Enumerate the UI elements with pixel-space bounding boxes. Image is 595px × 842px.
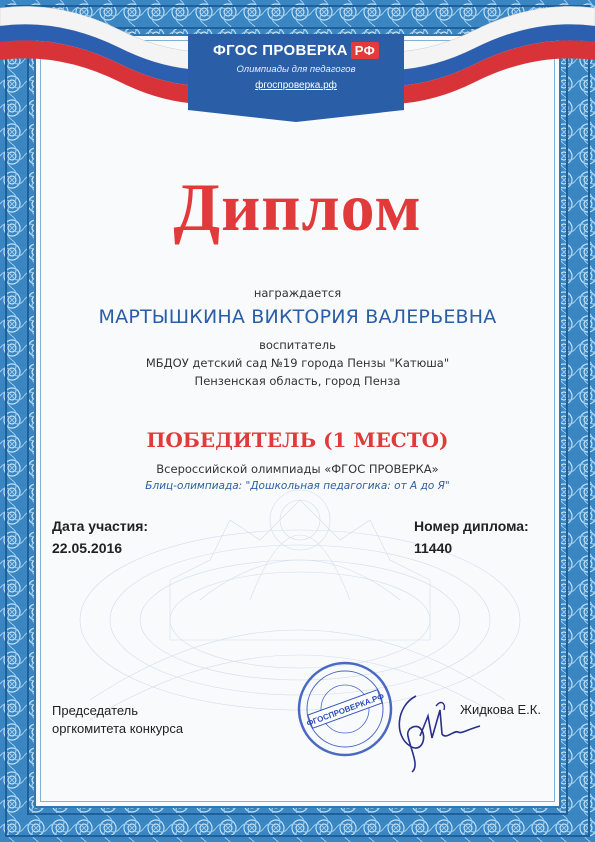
handwritten-signature [376, 676, 486, 776]
chair-line-1: Председатель [52, 703, 139, 718]
place-heading: ПОБЕДИТЕЛЬ (1 МЕСТО) [146, 428, 449, 452]
recipient-name: МАРТЫШКИНА ВИКТОРИЯ ВАЛЕРЬЕВНА [98, 306, 497, 328]
brand-name: ФГОС ПРОВЕРКА [213, 42, 348, 59]
chair-line-2: оргкомитета конкурса [52, 721, 184, 736]
russian-flag-right [395, 0, 595, 110]
brand-logo [188, 42, 404, 59]
stamp-center-text: ФГОСПРОВЕРКА.РФ [305, 691, 386, 729]
recipient-region: Пензенская область, город Пенза [194, 374, 401, 388]
russian-flag-left [0, 0, 200, 110]
brand-banner [188, 34, 404, 110]
brand-subtitle: Олимпиады для педагогов [236, 64, 356, 75]
signatory-name: Жидкова Е.К. [460, 702, 541, 717]
date-label: Дата участия: [52, 518, 149, 534]
diploma-title: Диплом [173, 169, 422, 245]
blitz-olympiad-name: Блиц-олимпиада: "Дошкольная педагогика: от А до Я" [145, 480, 450, 492]
number-label: Номер диплома: [414, 518, 529, 534]
awarded-label: награждается [253, 286, 342, 300]
chair-caption [52, 702, 183, 738]
recipient-organization: МБДОУ детский сад №19 города Пензы "Катюша" [145, 356, 450, 370]
recipient-role: воспитатель [259, 338, 336, 352]
date-value: 22.05.2016 [52, 540, 123, 556]
olympiad-name: Всероссийской олимпиады «ФГОС ПРОВЕРКА» [156, 462, 439, 476]
brand-badge: РФ [351, 42, 379, 59]
brand-url-link[interactable]: фгоспроверка.рф [255, 80, 337, 91]
number-value: 11440 [414, 540, 453, 556]
